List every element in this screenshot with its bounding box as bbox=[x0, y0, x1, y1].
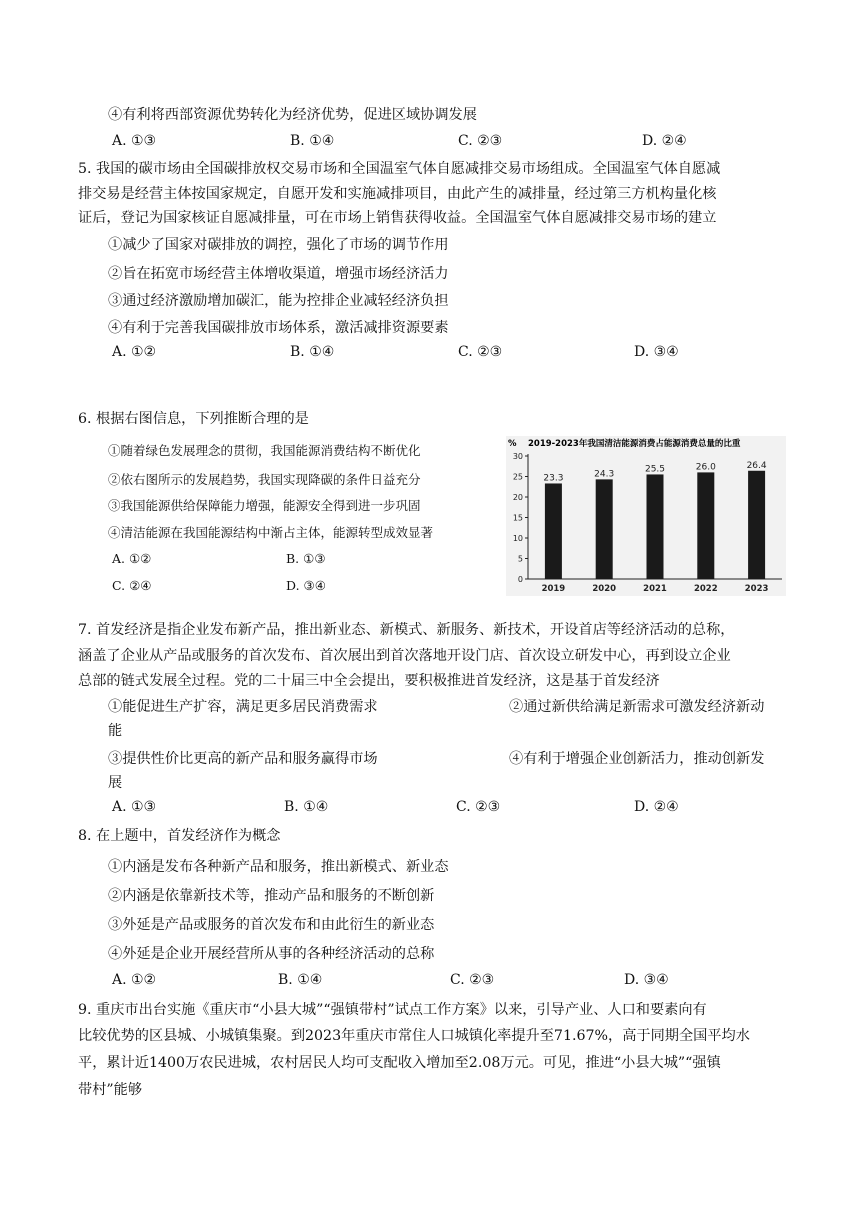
chart-y-tick-label: 5 bbox=[517, 554, 523, 564]
chart-title: 2019-2023年我国清洁能源消费占能源消费总量的比重 bbox=[528, 439, 741, 449]
chart-data-label: 25.5 bbox=[644, 464, 666, 475]
q6-item-1: ①随着绿色发展理念的贯彻，我国能源消费结构不断优化 bbox=[108, 443, 421, 458]
q8-option-d: D. ③④ bbox=[624, 972, 669, 988]
chart-data-label: 26.4 bbox=[746, 460, 767, 471]
chart-x-tick-label: 2020 bbox=[592, 584, 617, 594]
q6-option-c: C. ②④ bbox=[112, 578, 152, 593]
chart-x-tick-label: 2019 bbox=[541, 584, 566, 594]
q7-item-4: ④有利于增强企业创新活力，推动创新发 bbox=[509, 751, 765, 767]
q8-item-4: ④外延是企业开展经营所从事的各种经济活动的总称 bbox=[108, 946, 435, 962]
chart-y-tick-label: 15 bbox=[512, 513, 523, 523]
q6-item-3: ③我国能源供给保障能力增强，能源安全得到进一步巩固 bbox=[108, 498, 421, 513]
chart-y-unit: % bbox=[508, 439, 517, 449]
chart-bar bbox=[545, 483, 562, 579]
q9-stem-line-1: 9. 重庆市出台实施《重庆市“小县大城”“强镇带村”试点工作方案》以来，引导产业、人口和要素向有 bbox=[78, 1002, 707, 1018]
chart-y-tick-label: 0 bbox=[517, 575, 523, 584]
q5-item-4: ④有利于完善我国碳排放市场体系，激活减排资源要素 bbox=[108, 320, 449, 336]
q8-option-b: B. ①④ bbox=[278, 972, 323, 988]
q6-option-b: B. ①③ bbox=[286, 551, 326, 566]
q8-option-a: A. ①② bbox=[112, 972, 157, 988]
q7-option-b: B. ①④ bbox=[284, 799, 329, 815]
q8-item-1: ①内涵是发布各种新产品和服务，推出新模式、新业态 bbox=[108, 859, 449, 875]
q4-option-b: B. ①④ bbox=[290, 133, 335, 149]
chart-y-tick-label: 30 bbox=[512, 452, 523, 461]
q9-stem-line-2: 比较优势的区县城、小城镇集聚。到2023年重庆市常住人口城镇化率提升至71.67%，高于同期全国平均水 bbox=[78, 1028, 750, 1044]
q7-option-c: C. ②③ bbox=[456, 799, 501, 815]
q5-item-2: ②旨在拓宽市场经营主体增收渠道，增强市场经济活力 bbox=[108, 266, 449, 282]
q6-option-a: A. ①② bbox=[112, 551, 152, 566]
chart-y-tick-label: 25 bbox=[512, 472, 523, 482]
q7-item-2-continued: 能 bbox=[108, 723, 123, 739]
chart-x-tick-label: 2022 bbox=[693, 584, 718, 594]
q9-stem-line-3: 平，累计近1400万农民进城，农村居民人均可支配收入增加至2.08万元。可见，推进“小县大城”“强镇 bbox=[78, 1055, 721, 1071]
chart-x-tick-label: 2023 bbox=[744, 584, 769, 594]
clean-energy-bar-chart bbox=[506, 436, 786, 596]
chart-data-label: 26.0 bbox=[695, 462, 716, 473]
q6-item-4: ④清洁能源在我国能源结构中渐占主体，能源转型成效显著 bbox=[108, 525, 434, 540]
chart-bar bbox=[647, 474, 664, 579]
chart-bar bbox=[748, 471, 765, 579]
q6-option-d: D. ③④ bbox=[286, 578, 326, 593]
q5-option-c: C. ②③ bbox=[458, 344, 503, 360]
chart-bar bbox=[697, 472, 714, 579]
chart-y-tick-label: 10 bbox=[512, 534, 523, 543]
q4-item-4: ④有利将西部资源优势转化为经济优势，促进区域协调发展 bbox=[108, 107, 477, 123]
chart-x-tick-label: 2021 bbox=[643, 584, 667, 594]
q5-option-a: A. ①② bbox=[112, 344, 157, 360]
q7-item-3: ③提供性价比更高的新产品和服务赢得市场 bbox=[108, 751, 378, 767]
q8-option-c: C. ②③ bbox=[450, 972, 495, 988]
q6-stem: 6. 根据右图信息，下列推断合理的是 bbox=[78, 411, 309, 427]
q7-item-1: ①能促进生产扩容，满足更多居民消费需求 bbox=[108, 699, 378, 715]
q5-stem-line-1: 5. 我国的碳市场由全国碳排放权交易市场和全国温室气体自愿减排交易市场组成。全国温室气体自愿减 bbox=[78, 161, 721, 177]
chart-data-label: 23.3 bbox=[543, 473, 564, 484]
q7-stem-line-1: 7. 首发经济是指企业发布新产品，推出新业态、新模式、新服务、新技术，开设首店等经济活动的总称， bbox=[78, 622, 735, 638]
chart-y-tick-label: 20 bbox=[512, 493, 523, 502]
q5-option-b: B. ①④ bbox=[290, 344, 335, 360]
q8-item-3: ③外延是产品或服务的首次发布和由此衍生的新业态 bbox=[108, 917, 435, 933]
q7-stem-line-3: 总部的链式发展全过程。党的二十届三中全会提出，要积极推进首发经济，这是基于首发经济 bbox=[78, 673, 660, 689]
q4-option-c: C. ②③ bbox=[458, 133, 503, 149]
chart-bar bbox=[596, 479, 613, 579]
q5-stem-line-2: 排交易是经营主体按国家规定，自愿开发和实施减排项目，由此产生的减排量，经过第三方机构量化核 bbox=[78, 186, 717, 202]
q7-item-4-continued: 展 bbox=[108, 775, 123, 791]
q7-item-2: ②通过新供给满足新需求可激发经济新动 bbox=[509, 699, 765, 715]
q8-item-2: ②内涵是依靠新技术等，推动产品和服务的不断创新 bbox=[108, 888, 435, 904]
q5-item-1: ①减少了国家对碳排放的调控，强化了市场的调节作用 bbox=[108, 237, 449, 253]
q9-stem-line-4: 带村”能够 bbox=[78, 1082, 143, 1098]
chart-data-label: 24.3 bbox=[594, 469, 615, 480]
q4-option-a: A. ①③ bbox=[112, 133, 157, 149]
q8-stem: 8. 在上题中，首发经济作为概念 bbox=[78, 828, 281, 844]
q4-option-d: D. ②④ bbox=[642, 133, 687, 149]
q7-stem-line-2: 涵盖了企业从产品或服务的首次发布、首次展出到首次落地开设门店、首次设立研发中心，再到设立企业 bbox=[78, 648, 731, 664]
q7-option-d: D. ②④ bbox=[634, 799, 679, 815]
q5-item-3: ③通过经济激励增加碳汇，能为控排企业减轻经济负担 bbox=[108, 293, 449, 309]
q6-item-2: ②依右图所示的发展趋势，我国实现降碳的条件日益充分 bbox=[108, 472, 421, 487]
q7-option-a: A. ①③ bbox=[112, 799, 157, 815]
q5-stem-line-3: 证后，登记为国家核证自愿减排量，可在市场上销售获得收益。全国温室气体自愿减排交易市场的建立 bbox=[78, 210, 717, 226]
q5-option-d: D. ③④ bbox=[634, 344, 679, 360]
